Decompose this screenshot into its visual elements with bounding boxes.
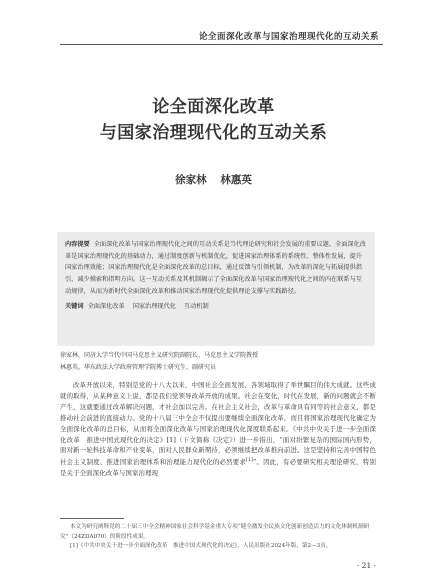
author-name: 林惠英 <box>220 174 252 186</box>
article-title-line-2: 与国家治理现代化的互动关系 <box>99 123 328 143</box>
header-rule <box>60 44 383 45</box>
author-affiliation: 林惠英，华东政法大学政府管理学院博士研究生、副研究员 <box>60 363 217 371</box>
page-number: · 21 · <box>356 561 376 570</box>
author-names <box>0 172 427 187</box>
running-head: 论全面深化改革与国家治理现代化的互动关系 <box>198 32 379 42</box>
citation-marker: [1] <box>246 458 253 464</box>
abstract-text: 全面深化改革与国家治理现代化之间的互动关系是当代理论研究和社会发展的重要议题。全面深化改革是国家治理现代化的基础动力，通过制度创新与机制优化，促进国家治理体系的系统性、整体性发展，提升国家治理效能；国家治理现代化是全面深化改革的总目标，通过反馈与引领机制，为改革的深化与拓展提供指引，减少摸索和指明方向。这一互动关系及其机制揭示了全面深化改革与国家治理现代化之间的内在联系与互动规律，从而为新时代全面深化改革和推动国家治理现代化提供理论支撑与实践路径。 <box>65 241 366 295</box>
abstract-label: 内容提要 <box>65 241 90 248</box>
footnote-1: [1]《中共中央关于进一步全面深化改革 推进中国式现代化的决定》，人民出版社2024年版，第2—3页。 <box>70 543 332 549</box>
keyword: 国家治理现代化 <box>132 302 176 310</box>
keywords <box>65 301 367 313</box>
keywords-label: 关键词 <box>65 302 84 310</box>
footnote-funding: 本文为研究阐释党的二十届三中全会精神国家社会科学基金重大专项“健全激发全民族文化创新创造活力的文化体制机制研究”（24ZDA070）的阶段性成果。 <box>60 524 370 540</box>
body-text: 改革开放以来，特别是党的十八大以来，中国社会全面发展、各领域取得了举世瞩目的伟大成就。这些成就的取得，从某种意义上说，都是我们党领导改革开放的成果。社会在变化，时代在发展，新的问题就会不断产生，这就要通过改革解决问题，才社会加以完善。在社会主义社会，改革与革命具有同等的社会意义，都是推动社会前进的直接动力。党的十八届三中全会不仅提出要继续全面深化改革，而且将国家治理现代化确定为全面深化改革的总目标，从而将全面深化改革与国家治理现代化深度联系起来。《中共中央关于进一步全面深化改革 推进中国式现代化的决定》[1]（下文简称《决定》）进一步指出，“面对纷繁复杂的国际国内形势，面对新一轮科技革命和产业变革，面对人民群众新期待，必须继续把改革推向前进。这是坚持和完善中国特色社会主义制度、推进国家治理体系和治理能力现代化的必然要求 <box>60 381 376 467</box>
body-text-tail: ”。因此，有必要研究相关理论研究，特别是关于全面深化改革与国家治理现 <box>60 458 376 478</box>
author-affiliation: 徐家林，同济大学当代中国马克思主义研究院副院长、马克思主义学院教授 <box>60 352 259 359</box>
footnotes <box>60 523 376 552</box>
abstract-box <box>57 232 375 346</box>
footnote-rule <box>60 518 124 519</box>
keyword: 全面深化改革 <box>87 302 125 310</box>
author-name: 徐家林 <box>175 174 207 186</box>
body-paragraph <box>60 380 376 479</box>
keyword: 互动机制 <box>184 302 209 310</box>
abstract <box>65 239 367 298</box>
article-title-line-1: 论全面深化改革 <box>152 97 275 117</box>
author-info <box>60 350 376 373</box>
